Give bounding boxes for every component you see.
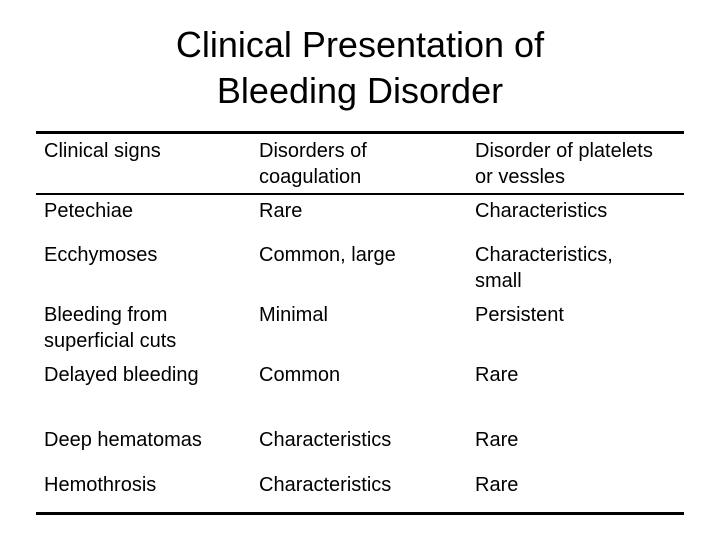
table-header-rule	[36, 193, 684, 195]
cell-platelet-vessel-disorder	[475, 198, 607, 224]
cell-clinical-sign	[44, 472, 156, 498]
cell-clinical-sign-line: superficial cuts	[44, 330, 177, 352]
header-coagulation-disorder-line: coagulation	[259, 166, 362, 188]
cell-platelet-vessel-disorder-line: Rare	[475, 364, 519, 386]
cell-coagulation-disorder-line: Common, large	[259, 244, 396, 266]
cell-clinical-sign-line: Deep hematomas	[44, 429, 202, 451]
cell-platelet-vessel-disorder-line: Characteristics	[475, 200, 608, 222]
slide-title-line-2: Bleeding Disorder	[216, 70, 504, 111]
header-platelet-vessel-disorder-line: Disorder of platelets	[475, 140, 653, 162]
cell-clinical-sign-line: Hemothrosis	[44, 474, 157, 496]
slide-title	[0, 22, 720, 114]
cell-coagulation-disorder-line: Minimal	[259, 304, 328, 326]
cell-coagulation-disorder	[259, 302, 328, 328]
cell-clinical-sign	[44, 242, 157, 268]
cell-clinical-sign	[44, 362, 199, 388]
cell-platelet-vessel-disorder	[475, 302, 564, 328]
table-bottom-rule	[36, 512, 684, 515]
header-coagulation-disorder-line: Disorders of	[259, 140, 367, 162]
cell-clinical-sign-line: Petechiae	[44, 200, 133, 222]
cell-clinical-sign-line: Delayed bleeding	[44, 364, 199, 386]
cell-platelet-vessel-disorder-line: Characteristics,	[475, 244, 613, 266]
slide-title-line-1: Clinical Presentation of	[175, 24, 545, 65]
cell-platelet-vessel-disorder	[475, 472, 518, 498]
cell-platelet-vessel-disorder	[475, 427, 518, 453]
cell-coagulation-disorder-line: Rare	[259, 200, 303, 222]
cell-clinical-sign-line: Ecchymoses	[44, 244, 158, 266]
cell-clinical-sign-line: Bleeding from	[44, 304, 168, 326]
cell-coagulation-disorder	[259, 242, 396, 268]
cell-platelet-vessel-disorder	[475, 242, 613, 294]
cell-coagulation-disorder	[259, 427, 391, 453]
header-platelet-vessel-disorder	[475, 138, 653, 190]
cell-platelet-vessel-disorder-line: Rare	[475, 429, 519, 451]
cell-platelet-vessel-disorder-line: Persistent	[475, 304, 564, 326]
cell-coagulation-disorder	[259, 472, 391, 498]
header-platelet-vessel-disorder-line: or vessles	[475, 166, 566, 188]
cell-clinical-sign	[44, 302, 176, 354]
header-clinical-sign	[44, 138, 161, 164]
cell-clinical-sign	[44, 198, 133, 224]
cell-coagulation-disorder	[259, 362, 340, 388]
cell-coagulation-disorder-line: Characteristics	[259, 429, 392, 451]
cell-clinical-sign	[44, 427, 202, 453]
cell-coagulation-disorder	[259, 198, 302, 224]
cell-platelet-vessel-disorder-line: small	[475, 270, 522, 292]
table-top-rule	[36, 131, 684, 134]
header-clinical-sign-line: Clinical signs	[44, 140, 161, 162]
cell-platelet-vessel-disorder	[475, 362, 518, 388]
header-coagulation-disorder	[259, 138, 367, 190]
cell-coagulation-disorder-line: Common	[259, 364, 341, 386]
cell-platelet-vessel-disorder-line: Rare	[475, 474, 519, 496]
cell-coagulation-disorder-line: Characteristics	[259, 474, 392, 496]
